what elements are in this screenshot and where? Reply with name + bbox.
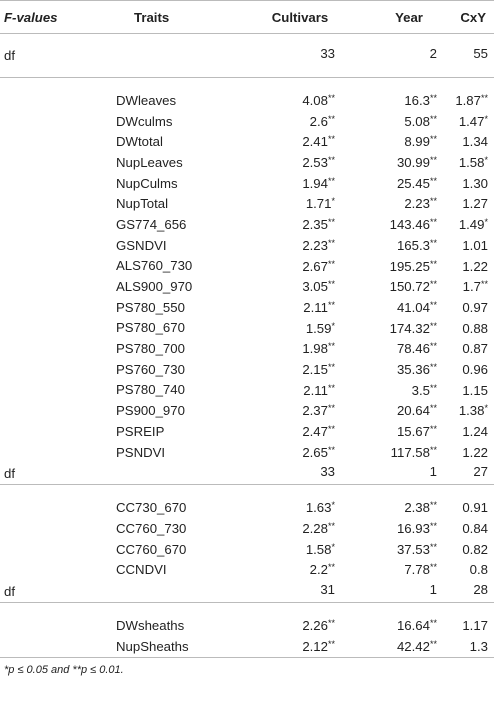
cxy-value-value: 0.8 — [469, 562, 488, 578]
trait-name: PSNDVI — [116, 444, 166, 460]
trait-name: GS774_656 — [116, 216, 187, 232]
cxy-value — [459, 131, 494, 152]
header-traits: Traits — [94, 1, 241, 34]
year-value-value: 117.58** — [390, 444, 437, 460]
cultivars-value-value: 2.2** — [309, 562, 335, 578]
header-cultivars: Cultivars — [241, 1, 359, 34]
cultivars-value-value: 2.12** — [302, 638, 335, 654]
cultivars-value-value: 2.23** — [302, 237, 335, 253]
year-value-value: 16.93** — [396, 521, 437, 537]
df-cultivars — [241, 462, 359, 485]
cxy-value — [459, 615, 494, 636]
cxy-value-value: 0.96 — [462, 361, 488, 377]
table-row — [0, 442, 494, 463]
table-row — [0, 193, 494, 214]
year-value-value: 8.99** — [404, 134, 437, 150]
cxy-value — [459, 297, 494, 318]
trait-name: PS780_700 — [116, 341, 185, 357]
cultivars-value-value: 2.65** — [302, 444, 335, 460]
year-value-value: 3.5** — [411, 382, 437, 398]
cxy-value — [459, 173, 494, 194]
cxy-value — [459, 518, 494, 539]
year-value — [359, 421, 459, 442]
cxy-value — [459, 380, 494, 401]
cultivars-value-value: 1.58* — [305, 541, 335, 557]
trait-name: GSNDVI — [116, 237, 167, 253]
year-value — [359, 559, 459, 580]
cxy-value — [459, 636, 494, 657]
table-row — [0, 518, 494, 539]
cxy-value-value: 1.87** — [455, 93, 488, 108]
df-cultivars-value: 33 — [320, 46, 335, 61]
cxy-value — [459, 338, 494, 359]
cultivars-value — [241, 338, 359, 359]
year-value-value: 7.78** — [404, 562, 437, 578]
table-row — [0, 559, 494, 580]
cultivars-value — [241, 214, 359, 235]
year-value — [359, 380, 459, 401]
cxy-value — [459, 400, 494, 421]
cultivars-value-value: 2.53** — [302, 155, 335, 171]
year-value-value: 25.45** — [396, 175, 437, 191]
cxy-value-value: 1.24 — [462, 424, 488, 439]
year-value-value: 37.53** — [396, 541, 437, 557]
year-value — [359, 518, 459, 539]
table-row — [0, 318, 494, 339]
cultivars-value-value: 4.08** — [302, 93, 335, 108]
cxy-value-value: 0.87 — [462, 341, 488, 357]
year-value — [359, 111, 459, 132]
trait-name: NupLeaves — [116, 154, 183, 170]
cxy-value-value: 1.47* — [458, 113, 488, 129]
table-row — [0, 636, 494, 657]
cxy-value-value: 0.97 — [462, 299, 488, 315]
year-value — [359, 131, 459, 152]
df-cultivars-value: 31 — [320, 582, 335, 598]
table-row — [0, 539, 494, 560]
cxy-value — [459, 235, 494, 256]
table-row — [0, 90, 494, 111]
year-value — [359, 615, 459, 636]
cultivars-value-value: 2.28** — [302, 521, 335, 537]
trait-name: DWsheaths — [116, 617, 185, 633]
cxy-value-value: 1.58* — [458, 155, 488, 171]
cultivars-value — [241, 131, 359, 152]
cultivars-value-value: 2.47** — [302, 424, 335, 439]
cultivars-value-value: 2.67** — [302, 258, 335, 274]
cultivars-value — [241, 636, 359, 657]
year-value-value: 150.72** — [389, 279, 437, 295]
table-row — [0, 297, 494, 318]
trait-name: NupCulms — [116, 175, 178, 191]
cultivars-value-value: 2.11** — [303, 382, 335, 398]
cultivars-value-value: 2.41** — [302, 134, 335, 150]
trait-name: NupTotal — [116, 196, 169, 212]
df-row — [0, 462, 494, 485]
df-label: df — [0, 462, 94, 485]
cultivars-value-value: 2.6** — [309, 113, 335, 129]
cxy-value-value: 1.49* — [458, 217, 488, 233]
table-row — [0, 338, 494, 359]
cxy-value — [459, 214, 494, 235]
table-body — [0, 34, 494, 658]
cxy-value — [459, 559, 494, 580]
year-value-value: 165.3** — [396, 237, 437, 253]
cultivars-value — [241, 276, 359, 297]
cultivars-value — [241, 400, 359, 421]
cultivars-value-value: 1.63* — [305, 500, 335, 516]
year-value — [359, 193, 459, 214]
cxy-value-value: 1.22 — [462, 444, 488, 460]
year-value-value: 15.67** — [396, 424, 437, 439]
cxy-value — [459, 318, 494, 339]
year-value-value: 2.38** — [404, 500, 437, 516]
cultivars-value — [241, 442, 359, 463]
cultivars-value — [241, 359, 359, 380]
trait-name: PS760_730 — [116, 361, 185, 377]
df-cxy-value: 55 — [473, 46, 488, 61]
year-value — [359, 152, 459, 173]
table-row — [0, 400, 494, 421]
year-value-value: 143.46** — [389, 217, 437, 233]
df-year-value: 1 — [429, 582, 437, 598]
cultivars-value-value: 2.15** — [302, 361, 335, 377]
year-value-value: 16.3** — [404, 93, 437, 108]
cultivars-value — [241, 559, 359, 580]
cultivars-value-value: 2.11** — [303, 299, 335, 315]
df-cxy — [459, 34, 494, 78]
cxy-value-value: 0.88 — [462, 320, 488, 336]
cultivars-value — [241, 90, 359, 111]
df-cultivars-value: 33 — [320, 464, 335, 480]
df-label: df — [0, 580, 94, 603]
table-row — [0, 380, 494, 401]
cxy-value-value: 1.01 — [462, 237, 488, 253]
cxy-value-value: 1.15 — [462, 382, 488, 398]
table-row — [0, 615, 494, 636]
table-row — [0, 131, 494, 152]
cultivars-value-value: 1.98** — [302, 341, 335, 357]
cultivars-value — [241, 173, 359, 194]
trait-name: PS780_550 — [116, 299, 185, 315]
year-value — [359, 297, 459, 318]
year-value — [359, 442, 459, 463]
cxy-value — [455, 90, 494, 111]
table-row — [0, 359, 494, 380]
trait-name: CC760_730 — [116, 520, 187, 536]
year-value-value: 35.36** — [396, 361, 437, 377]
cultivars-value — [241, 380, 359, 401]
cultivars-value — [241, 318, 359, 339]
table-row — [0, 276, 494, 297]
df-row — [0, 580, 494, 603]
cultivars-value-value: 1.71* — [305, 196, 335, 212]
trait-name: CCNDVI — [116, 562, 167, 578]
table-row — [0, 111, 494, 132]
df-year — [359, 580, 459, 603]
table-row — [0, 497, 494, 518]
table-row — [0, 256, 494, 277]
cultivars-value-value: 3.05** — [302, 279, 335, 295]
trait-name: DWculms — [116, 113, 173, 129]
year-value — [359, 256, 459, 277]
year-value — [359, 318, 459, 339]
cultivars-value — [241, 421, 359, 442]
year-value-value: 174.32** — [389, 320, 437, 336]
cultivars-value — [241, 497, 359, 518]
cxy-value-value: 1.30 — [462, 175, 488, 191]
trait-name: PS780_740 — [116, 382, 185, 398]
df-year — [359, 34, 459, 78]
cultivars-value — [241, 193, 359, 214]
df-cxy — [459, 580, 494, 603]
cxy-value-value: 1.38* — [458, 403, 488, 419]
trait-name: ALS760_730 — [116, 258, 193, 274]
cultivars-value — [241, 235, 359, 256]
cultivars-value — [241, 111, 359, 132]
header-f-values: F-values — [0, 1, 94, 34]
cultivars-value — [241, 539, 359, 560]
cxy-value-value: 1.3 — [469, 638, 488, 654]
df-year-value: 2 — [429, 46, 437, 61]
cultivars-value-value: 2.35** — [302, 217, 335, 233]
trait-name: PS780_670 — [116, 320, 185, 336]
cxy-value — [459, 421, 494, 442]
cxy-value — [459, 359, 494, 380]
trait-name: CC730_670 — [116, 500, 187, 516]
cultivars-value — [241, 297, 359, 318]
df-row — [0, 34, 494, 78]
year-value — [359, 173, 459, 194]
year-value-value: 5.08** — [404, 113, 437, 129]
df-cxy-value: 27 — [473, 464, 488, 480]
cxy-value — [459, 256, 494, 277]
cxy-value — [459, 193, 494, 214]
table-row — [0, 235, 494, 256]
year-value — [359, 400, 459, 421]
cxy-value-value: 1.7** — [462, 279, 488, 295]
df-year-value: 1 — [429, 464, 437, 480]
cultivars-value — [241, 615, 359, 636]
cxy-value-value: 1.17 — [462, 618, 488, 634]
df-cxy — [459, 462, 494, 485]
cxy-value — [459, 111, 494, 132]
cultivars-value — [241, 256, 359, 277]
year-value — [359, 276, 459, 297]
table-row — [0, 214, 494, 235]
cxy-value — [459, 152, 494, 173]
trait-name: DWleaves — [116, 92, 177, 108]
cxy-value-value: 0.84 — [462, 521, 488, 537]
trait-name: PS900_970 — [116, 403, 185, 419]
cultivars-value-value: 1.59* — [305, 320, 335, 336]
footnote: *p ≤ 0.05 and **p ≤ 0.01. — [4, 663, 124, 676]
year-value — [359, 539, 459, 560]
year-value-value: 16.64** — [396, 618, 437, 634]
table-row — [0, 173, 494, 194]
trait-name: DWtotal — [116, 134, 163, 150]
df-cxy-value: 28 — [473, 582, 488, 598]
year-value — [359, 359, 459, 380]
cxy-value — [459, 442, 494, 463]
year-value-value: 195.25** — [389, 258, 437, 274]
header-year: Year — [359, 1, 459, 34]
year-value — [359, 90, 459, 111]
cultivars-value-value: 1.94** — [302, 175, 335, 191]
year-value-value: 30.99** — [396, 155, 437, 171]
cxy-value-value: 0.91 — [462, 500, 488, 516]
cultivars-value — [241, 518, 359, 539]
trait-name: PSREIP — [116, 423, 165, 439]
table-row — [0, 421, 494, 442]
year-value-value: 2.23** — [404, 196, 437, 212]
df-cultivars — [241, 580, 359, 603]
cultivars-value — [241, 152, 359, 173]
year-value — [359, 235, 459, 256]
cxy-value-value: 1.22 — [462, 258, 488, 274]
cxy-value — [459, 276, 494, 297]
cxy-value — [459, 497, 494, 518]
year-value-value: 42.42** — [396, 638, 437, 654]
cxy-value-value: 1.34 — [462, 134, 488, 150]
cxy-value-value: 0.82 — [462, 541, 488, 557]
cultivars-value-value: 2.37** — [302, 403, 335, 419]
year-value-value: 20.64** — [396, 403, 437, 419]
header-cxy: CxY — [459, 1, 494, 34]
year-value — [359, 636, 459, 657]
year-value — [359, 214, 459, 235]
header-row — [0, 1, 494, 34]
df-label: df — [0, 34, 94, 78]
year-value-value: 78.46** — [396, 341, 437, 357]
df-cultivars — [241, 34, 359, 78]
df-year — [359, 462, 459, 485]
trait-name: CC760_670 — [116, 541, 187, 557]
year-value — [359, 497, 459, 518]
cxy-value — [459, 539, 494, 560]
year-value — [359, 338, 459, 359]
year-value-value: 41.04** — [396, 299, 437, 315]
cultivars-value-value: 2.26** — [302, 618, 335, 634]
cxy-value-value: 1.27 — [462, 196, 488, 212]
trait-name: ALS900_970 — [116, 279, 193, 295]
trait-name: NupSheaths — [94, 636, 241, 657]
table-row — [0, 152, 494, 173]
